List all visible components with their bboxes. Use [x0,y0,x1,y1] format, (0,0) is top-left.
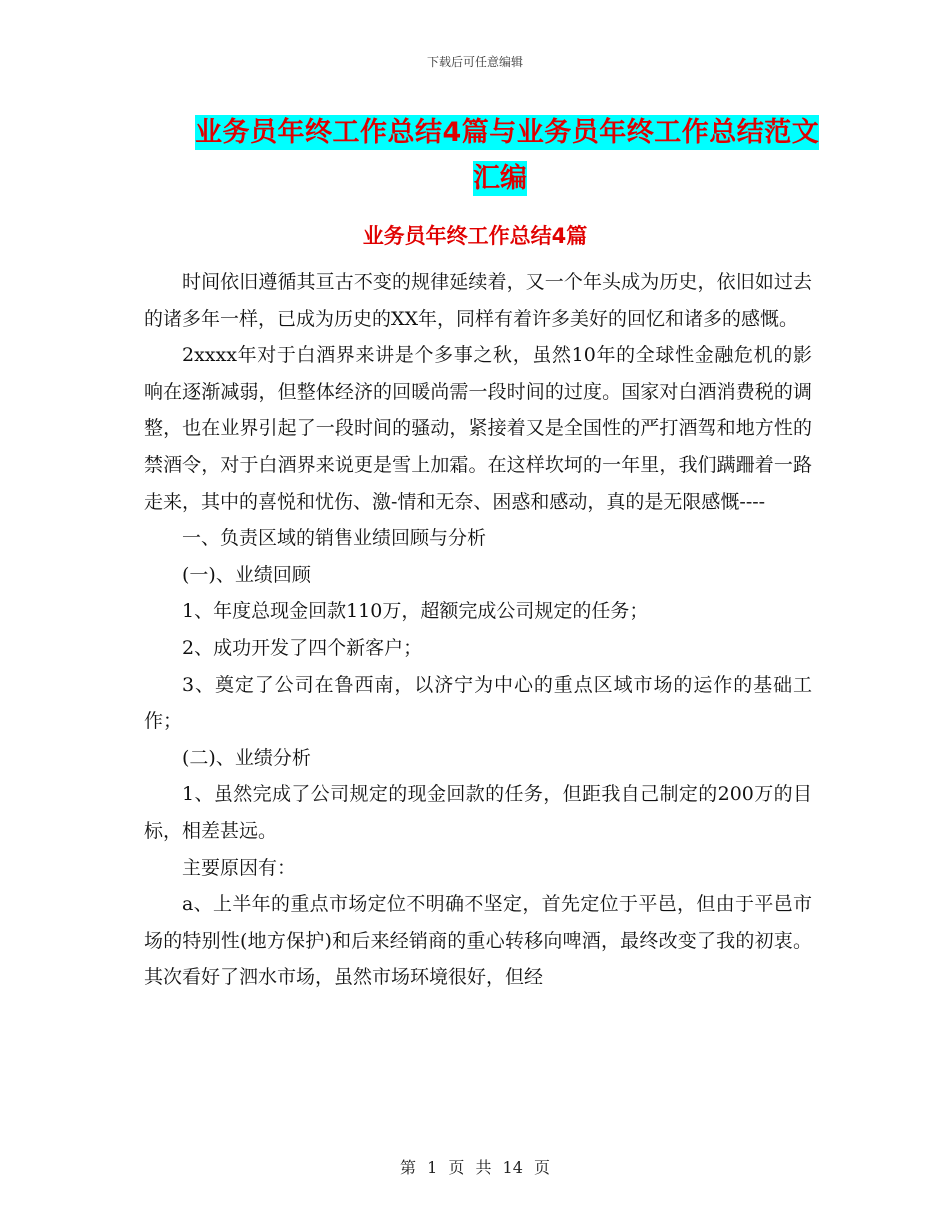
paragraph: 1、年度总现金回款110万，超额完成公司规定的任务； [182,600,649,623]
paragraph: 3、奠定了公司在鲁西南，以济宁为中心的重点区域市场的运作的基础工作； [144,673,812,733]
paragraph: (二)、业绩分析 [182,746,311,769]
section-title: 业务员年终工作总结4篇 [362,224,588,248]
title-line-1-text: 业务员年终工作总结4篇与业务员年终工作总结范文 [195,117,820,148]
paragraph: 时间依旧遵循其亘古不变的规律延续着，又一个年头成为历史，依旧如过去的诸多年一样，已成为历史的XX年，同样有着许多美好的回忆和诸多的感慨。 [144,271,812,330]
paragraph: (一)、业绩回顾 [182,563,311,586]
title-line-1 [195,110,820,156]
paragraph: a、上半年的重点市场定位不明确不坚定，首先定位于平邑，但由于平邑市场的特别性(地方保护)和后来经销商的重心转移向啤酒，最终改变了我的初衷。其次看好了泗水市场，虽然市场环境很好，但经 [144,893,812,989]
title-line-2-text: 汇编 [473,163,527,194]
paragraph: 一、负责区域的销售业绩回顾与分析 [182,527,487,550]
document-title [195,110,820,202]
page-footer: 第 1 页 共 14 页 [400,1158,550,1177]
paragraph: 2xxxx年对于白酒界来讲是个多事之秋，虽然10年的全球性金融危机的影响在逐渐减弱，但整体经济的回暖尚需一段时间的过度。国家对白酒消费税的调整，也在业界引起了一段时间的骚动，紧接着又是全国性的严打酒驾和地方性的禁酒令，对于白酒界来说更是雪上加霜。在这样坎坷的一年里，我们蹒跚着一路走来，其中的喜悦和忧伤、激-情和无奈、困惑和感动，真的是无限感慨---- [144,344,812,513]
paragraph: 主要原因有： [182,856,297,879]
title-line-2 [195,156,805,202]
document-body [144,264,812,996]
paragraph: 1、虽然完成了公司规定的现金回款的任务，但距我自己制定的200万的目标，相差甚远。 [144,783,812,842]
paragraph: 2、成功开发了四个新客户； [182,636,423,659]
header-note: 下载后可任意编辑 [426,55,523,69]
